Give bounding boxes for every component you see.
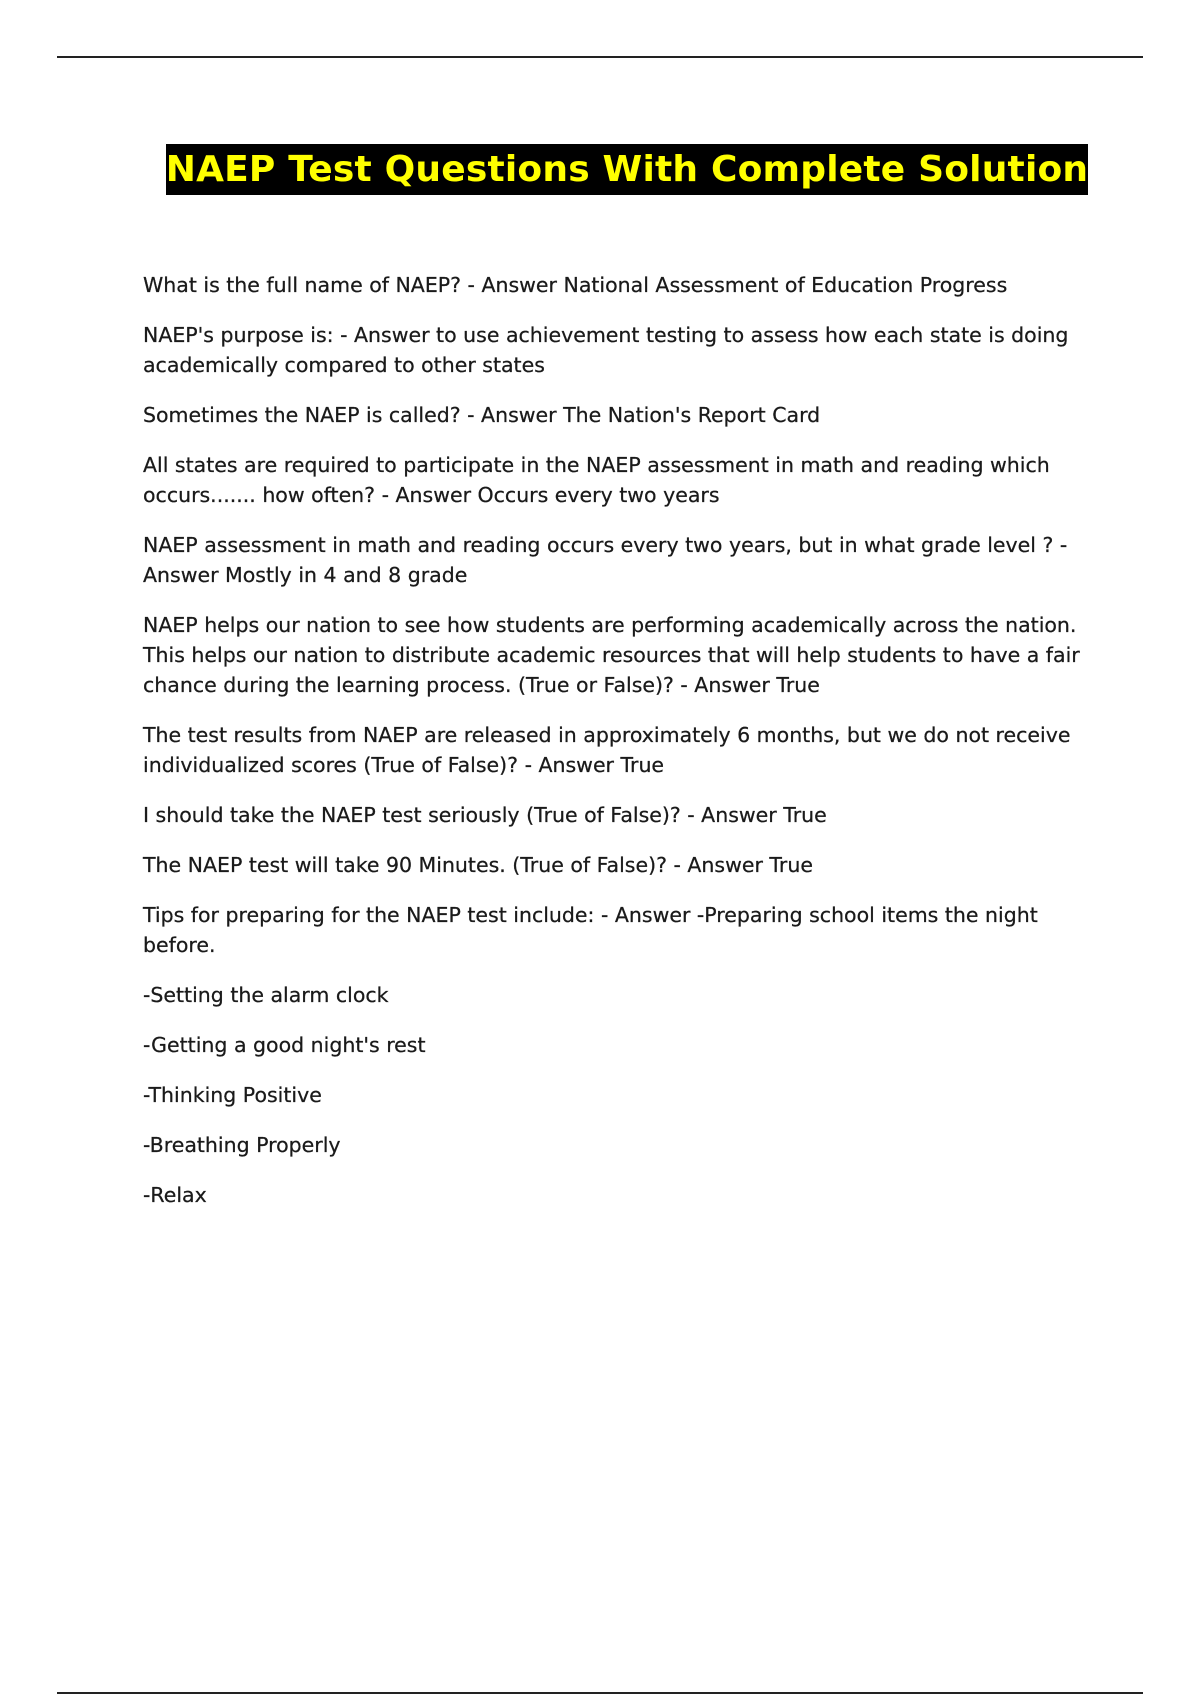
- top-rule: [57, 56, 1143, 58]
- title-banner: [166, 144, 1088, 195]
- qa-item: What is the full name of NAEP? - Answer National Assessment of Education Progress: [143, 273, 1008, 297]
- tip-item: -Setting the alarm clock: [143, 983, 389, 1007]
- qa-item: Sometimes the NAEP is called? - Answer The Nation's Report Card: [143, 403, 821, 427]
- qa-item: NAEP helps our nation to see how students are performing academically across the nation. This helps our nation to distribute academic resources that will help students to have a fair chance during the learning process. (True or False)? - Answer True: [143, 613, 1080, 697]
- tip-item: -Getting a good night's rest: [143, 1033, 426, 1057]
- qa-item: All states are required to participate in the NAEP assessment in math and reading which occurs....... how often? - Answer Occurs every two years: [143, 453, 1050, 507]
- qa-item: Tips for preparing for the NAEP test include: - Answer -Preparing school items the night before.: [143, 903, 1038, 957]
- qa-item: NAEP's purpose is: - Answer to use achievement testing to assess how each state is doing academically compared to other states: [143, 323, 1069, 377]
- tip-item: -Breathing Properly: [143, 1133, 341, 1157]
- qa-content: [143, 270, 1093, 1230]
- tip-item: -Thinking Positive: [143, 1083, 322, 1107]
- qa-item: NAEP assessment in math and reading occurs every two years, but in what grade level ? - Answer Mostly in 4 and 8 grade: [143, 533, 1068, 587]
- qa-item: The test results from NAEP are released in approximately 6 months, but we do not receive individualized scores (True of False)? - Answer True: [143, 723, 1071, 777]
- bottom-rule: [57, 1692, 1143, 1694]
- qa-item: The NAEP test will take 90 Minutes. (True of False)? - Answer True: [143, 853, 813, 877]
- tip-item: -Relax: [143, 1183, 207, 1207]
- document-title: NAEP Test Questions With Complete Solution: [165, 149, 1089, 190]
- qa-item: I should take the NAEP test seriously (True of False)? - Answer True: [143, 803, 827, 827]
